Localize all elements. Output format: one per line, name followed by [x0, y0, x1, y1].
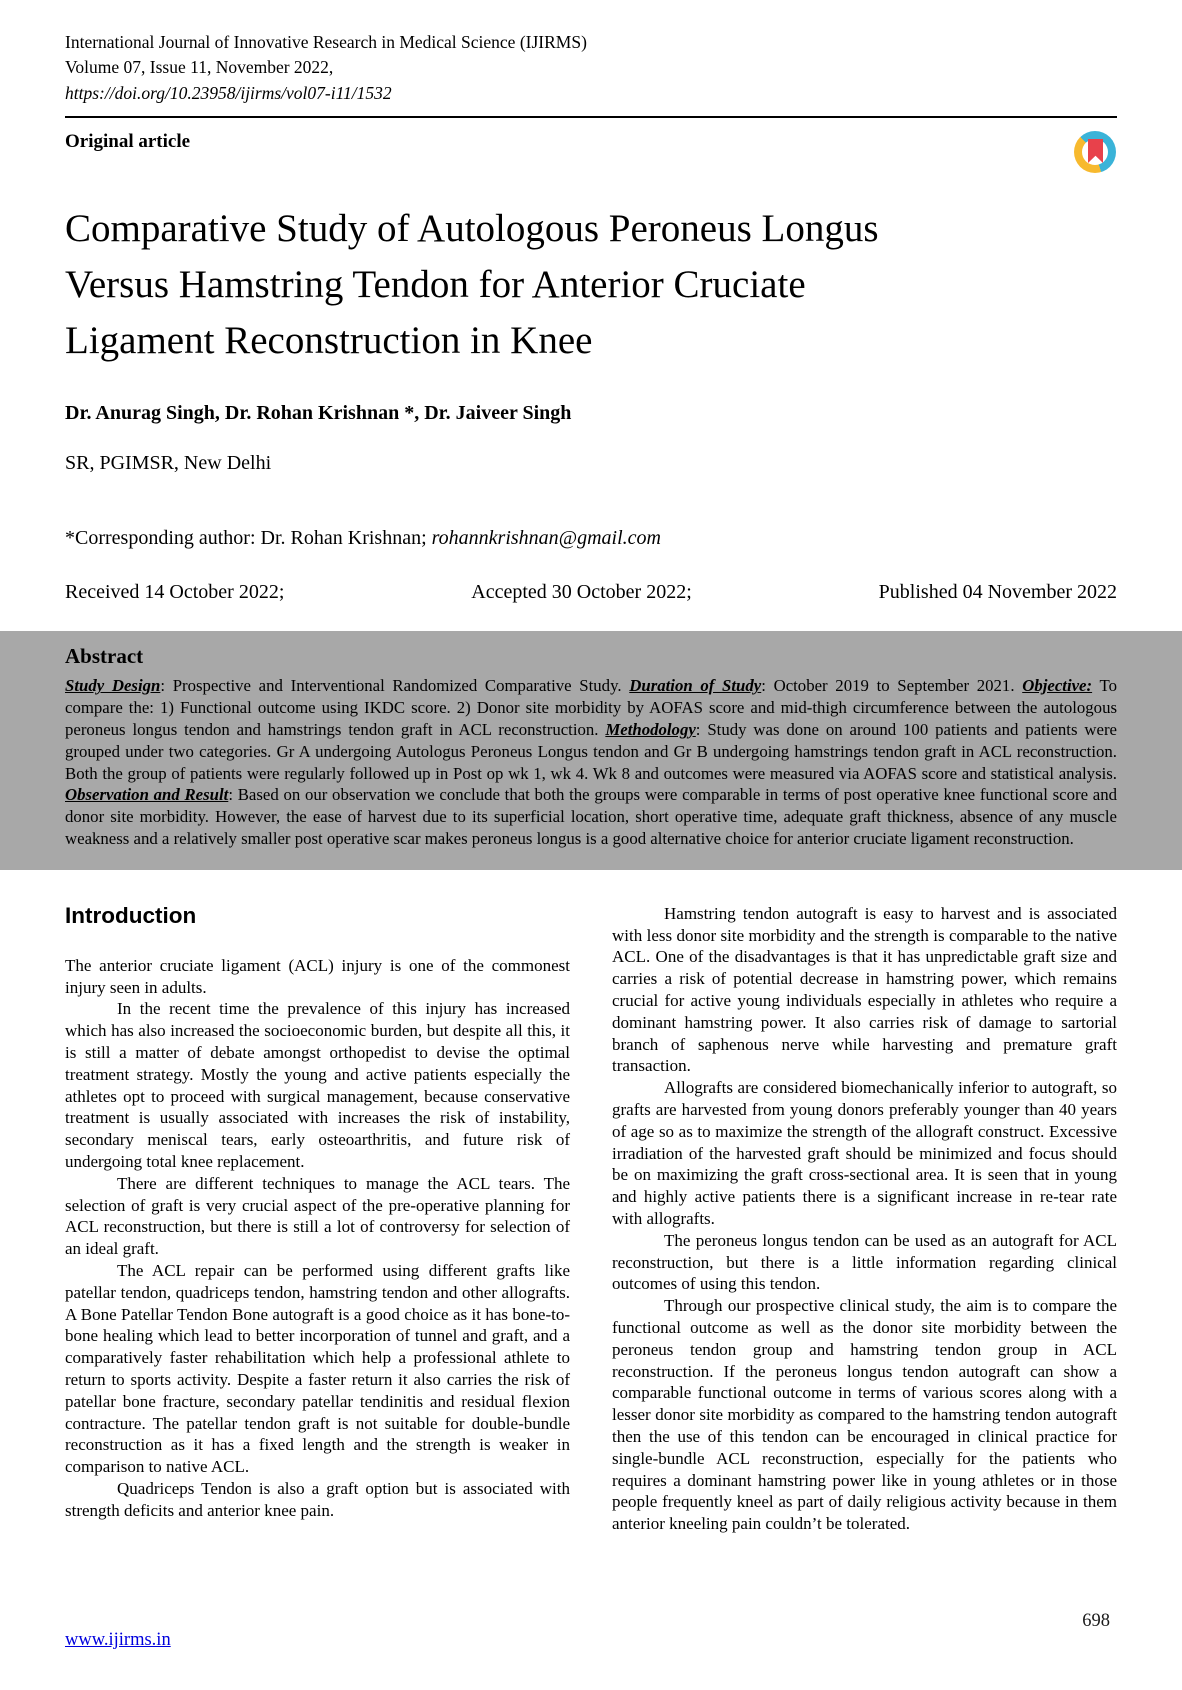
- journal-name: International Journal of Innovative Research in Medical Science (IJIRMS): [65, 32, 587, 52]
- journal-website-link[interactable]: www.ijirms.in: [65, 1630, 171, 1650]
- right-column: [612, 903, 1117, 1535]
- authors-line: Dr. Anurag Singh, Dr. Rohan Krishnan *, Dr. Jaiveer Singh: [65, 402, 572, 425]
- introduction-heading: Introduction: [65, 902, 197, 928]
- abstract-section-label: Methodology: [605, 720, 696, 740]
- left-column: [65, 903, 570, 1535]
- paragraph: The anterior cruciate ligament (ACL) injury is one of the commonest injury seen in adults.: [65, 955, 570, 997]
- article-type-label: Original article: [65, 131, 191, 153]
- paragraph: The ACL repair can be performed using different grafts like patellar tendon, quadriceps tendon, hamstring tendon and other allografts. A Bone Patellar Tendon Bone autograft is a good choice as it has bone-to-bone healing which lead to better incorporation of tunnel and graft, and a comparatively faster rehabilitation which help a professional athlete to return to sports activity. Despite a faster return it also carries the risk of patellar bone fracture, secondary patellar tendinitis and residual flexion contracture. The patellar tendon graft is not suitable for double-bundle reconstruction as it has a fixed length and the strength is weaker in comparison to native ACL.: [65, 1260, 570, 1477]
- abstract-section-label: Objective:: [1022, 676, 1093, 696]
- paragraph: In the recent time the prevalence of this injury has increased which has also increased the socioeconomic burden, but despite all this, it is still a matter of debate amongst orthopedist to devise the optimal treatment strategy. Mostly the young and active patients especially the athletes opt to proceed with surgical management, because conservative treatment is usually associated with increases the risk of instability, secondary meniscal tears, early osteoarthritis, and future risk of undergoing total knee replacement.: [65, 999, 570, 1171]
- abstract-section-label: Study Design: [65, 676, 161, 696]
- paper-title: [65, 201, 1117, 368]
- paragraph: Quadriceps Tendon is also a graft option but is associated with strength deficits and anterior knee pain.: [65, 1478, 570, 1520]
- abstract-section-label: Duration of Study: [629, 676, 762, 696]
- paragraph: Hamstring tendon autograft is easy to harvest and is associated with less donor site morbidity and the strength is comparable to the native ACL. One of the disadvantages is that it has unpredictable graft size and carries a risk of potential decrease in hamstring power, which remains crucial for active young individuals especially in athletes who require a dominant hamstring power. It also carries risk of damage to sartorial branch of saphenous nerve while harvesting and premature graft transaction.: [612, 903, 1117, 1076]
- abstract-heading: Abstract: [65, 644, 144, 669]
- abstract-section-label: Observation and Result: [65, 785, 229, 805]
- paragraph: There are different techniques to manage the ACL tears. The selection of graft is very crucial aspect of the pre-operative planning for ACL reconstruction, but there is still a lot of controversy for selection of an ideal graft.: [65, 1173, 570, 1259]
- article-type-row: [65, 131, 1117, 153]
- affiliation-line: SR, PGIMSR, New Delhi: [65, 452, 272, 475]
- published-date: Published 04 November 2022: [878, 581, 1117, 604]
- paragraph: Through our prospective clinical study, the aim is to compare the functional outcome as well as the donor site morbidity between the peroneus tendon group and hamstring tendon group in ACL reconstruction. If the peroneus longus tendon autograft can show a comparable functional outcome in terms of various scores along with a lesser donor site morbidity as compared to the hamstring tendon autograft then the use of this tendon can be encouraged in clinical practice for single-bundle ACL reconstruction, especially for the patients who requires a dominant hamstring power like in young athletes or in those people frequently kneel as part of daily religious activity because in them anterior kneeling pain couldn’t be tolerated.: [612, 1296, 1117, 1534]
- corresponding-author-email[interactable]: rohannkrishnan@gmail.com: [431, 527, 661, 550]
- corresponding-author-prefix: *Corresponding author: Dr. Rohan Krishnan;: [65, 527, 432, 550]
- volume-issue: Volume 07, Issue 11, November 2022,: [65, 57, 334, 78]
- page-number: 698: [1082, 1611, 1110, 1631]
- paper-title-line: Comparative Study of Autologous Peroneus Longus: [65, 207, 879, 251]
- paragraph: Allografts are considered biomechanically inferior to autograft, so grafts are harvested from young donors preferably younger than 40 years of age so as to maximize the strength of the allograft construct. Excessive irradiation of the harvested graft should be minimized and focus should be on maximizing the graft cross-sectional area. It is seen that in young and highly active patients there is a significant increase in re-tear rate with allografts.: [612, 1078, 1117, 1228]
- doi-link[interactable]: https://doi.org/10.23958/ijirms/vol07-i11/1532: [65, 82, 392, 103]
- accepted-date: Accepted 30 October 2022;: [471, 581, 692, 604]
- abstract-section: [0, 631, 1182, 869]
- received-date: Received 14 October 2022;: [65, 581, 285, 604]
- corresponding-author-line: [65, 527, 1117, 550]
- paper-title-line: Ligament Reconstruction in Knee: [65, 318, 593, 362]
- journal-header: [65, 0, 1117, 118]
- right-column-paragraphs: [612, 903, 1117, 1535]
- abstract-text: Study Design: Prospective and Interventional Randomized Comparative Study. Duration of Study: October 2019 to September 2021. Objective: To compare the: 1) Functional outcome using IKDC score. 2) Donor site morbidity by AOFAS score and mid-thigh circumference between the autologous peroneus longus tendon and hamstrings tendon graft in ACL reconstruction. Methodology: Study was done on around 100 patients and patients were grouped under two categories. Gr A undergoing Autologus Peroneus Longus tendon and Gr B undergoing hamstrings tendon graft in ACL reconstruction. Both the group of patients were regularly followed up in Post op wk 1, wk 4. Wk 8 and outcomes were measured via AOFAS score and statistical analysis. Observation and Result: Based on our observation we conclude that both the groups were comparable in terms of post operative knee functional score and donor site morbidity. However, the ease of harvest due to its superficial location, short operative time, adequate graft thickness, absence of any muscle weakness and a relatively smaller post operative scar makes peroneus longus is a good alternative choice for anterior cruciate ligament reconstruction.: [65, 676, 1117, 848]
- article-body: [0, 903, 1182, 1535]
- journal-logo: [1074, 131, 1116, 173]
- left-column-paragraphs: [65, 955, 570, 1522]
- dates-row: [65, 581, 1117, 604]
- paper-title-line: Versus Hamstring Tendon for Anterior Cruciate: [65, 262, 806, 306]
- paragraph: The peroneus longus tendon can be used as an autograft for ACL reconstruction, but there is a little information regarding clinical outcomes of using this tendon.: [612, 1230, 1117, 1294]
